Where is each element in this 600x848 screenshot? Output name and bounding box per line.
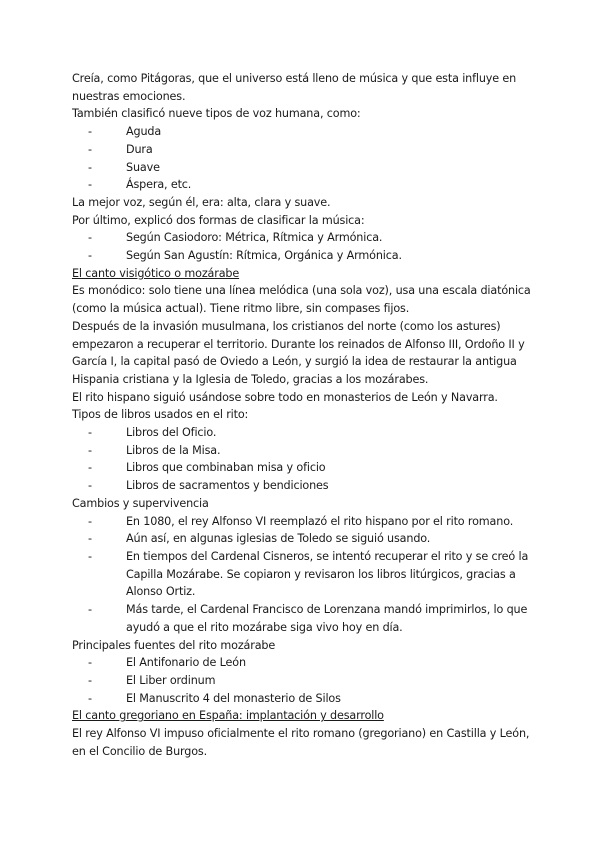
list-dash: - — [88, 673, 92, 687]
books-title: Tipos de libros usados en el rito: — [72, 408, 249, 422]
list-dash: - — [88, 142, 92, 156]
sources-title: Principales fuentes del rito mozárabe — [72, 638, 276, 652]
section-heading-visigothic: El canto visigótico o mozárabe — [72, 266, 240, 280]
list-dash: - — [88, 178, 92, 192]
document-page — [72, 70, 532, 760]
changes-title: Cambios y supervivencia — [72, 496, 209, 510]
list-item: - Libros que combinaban misa y oficio — [88, 459, 532, 477]
list-dash: - — [88, 125, 92, 139]
list-dash: - — [88, 461, 92, 475]
paragraph-visigothic-2: Después de la invasión musulmana, los cristianos del norte (como los astures) empezaron a recuperar el territorio. Durante los reinados de Alfonso III, Ordoño II y García I, la capital pasó de Oviedo a León, y surgió la idea de restaurar la antigua Hispania cristiana y la Iglesia de Toledo, gracias a los mozárabes. — [72, 319, 525, 386]
list-item: - Suave — [88, 159, 532, 177]
list-item: - Áspera, etc. — [88, 176, 532, 194]
list-dash: - — [88, 656, 92, 670]
list-dash: - — [88, 603, 92, 617]
paragraph-intro-4: Por último, explicó dos formas de clasificar la música: — [72, 213, 365, 227]
paragraph-gregorian-1: El rey Alfonso VI impuso oficialmente el rito romano (gregoriano) en Castilla y León, en el Concilio de Burgos. — [72, 727, 530, 758]
list-dash: - — [88, 514, 92, 528]
list-item: - Aguda — [88, 123, 532, 141]
list-dash: - — [88, 691, 92, 705]
paragraph-visigothic-3: El rito hispano siguió usándose sobre todo en monasterios de León y Navarra. — [72, 390, 498, 404]
list-dash: - — [88, 532, 92, 546]
changes-list — [72, 513, 532, 637]
list-dash: - — [88, 443, 92, 457]
sources-list — [72, 654, 532, 707]
list-item: - El Liber ordinum — [88, 672, 532, 690]
classification-list — [72, 229, 532, 264]
list-dash: - — [88, 426, 92, 440]
list-dash: - — [88, 549, 92, 563]
list-item: - Libros de la Misa. — [88, 442, 532, 460]
list-dash: - — [88, 249, 92, 263]
paragraph-intro-1: Creía, como Pitágoras, que el universo está lleno de música y que esta influye en nuestras emociones. — [72, 72, 517, 103]
list-item: - El Antifonario de León — [88, 654, 532, 672]
list-item: - En 1080, el rey Alfonso VI reemplazó el rito hispano por el rito romano. — [88, 513, 532, 531]
list-item: - El Manuscrito 4 del monasterio de Silos — [88, 690, 532, 708]
list-item: - Más tarde, el Cardenal Francisco de Lorenzana mandó imprimirlos, lo que ayudó a que el rito mozárabe siga vivo hoy en día. — [88, 603, 528, 634]
list-item: - Libros de sacramentos y bendiciones — [88, 477, 532, 495]
paragraph-intro-3: La mejor voz, según él, era: alta, clara y suave. — [72, 195, 331, 209]
section-heading-gregorian: El canto gregoriano en España: implantación y desarrollo — [72, 709, 384, 723]
list-dash: - — [88, 231, 92, 245]
paragraph-visigothic-1: Es monódico: solo tiene una línea melódica (una sola voz), usa una escala diatónica (como la música actual). Tiene ritmo libre, sin compases fijos. — [72, 284, 531, 316]
list-item: - Según Casiodoro: Métrica, Rítmica y Armónica. — [88, 229, 532, 247]
list-item: - Libros del Oficio. — [88, 424, 532, 442]
list-dash: - — [88, 160, 92, 174]
list-item: - En tiempos del Cardenal Cisneros, se intentó recuperar el rito y se creó la Capilla Mozárabe. Se copiaron y revisaron los libros litúrgicos, gracias a Alonso Ortiz. — [88, 549, 529, 599]
list-item: - Aún así, en algunas iglesias de Toledo se siguió usando. — [88, 530, 532, 548]
list-dash: - — [88, 479, 92, 493]
paragraph-intro-2: También clasificó nueve tipos de voz humana, como: — [72, 107, 361, 121]
books-list — [72, 424, 532, 495]
list-item: - Dura — [88, 141, 532, 159]
voice-types-list — [72, 123, 532, 194]
list-item: - Según San Agustín: Rítmica, Orgánica y Armónica. — [88, 247, 532, 265]
